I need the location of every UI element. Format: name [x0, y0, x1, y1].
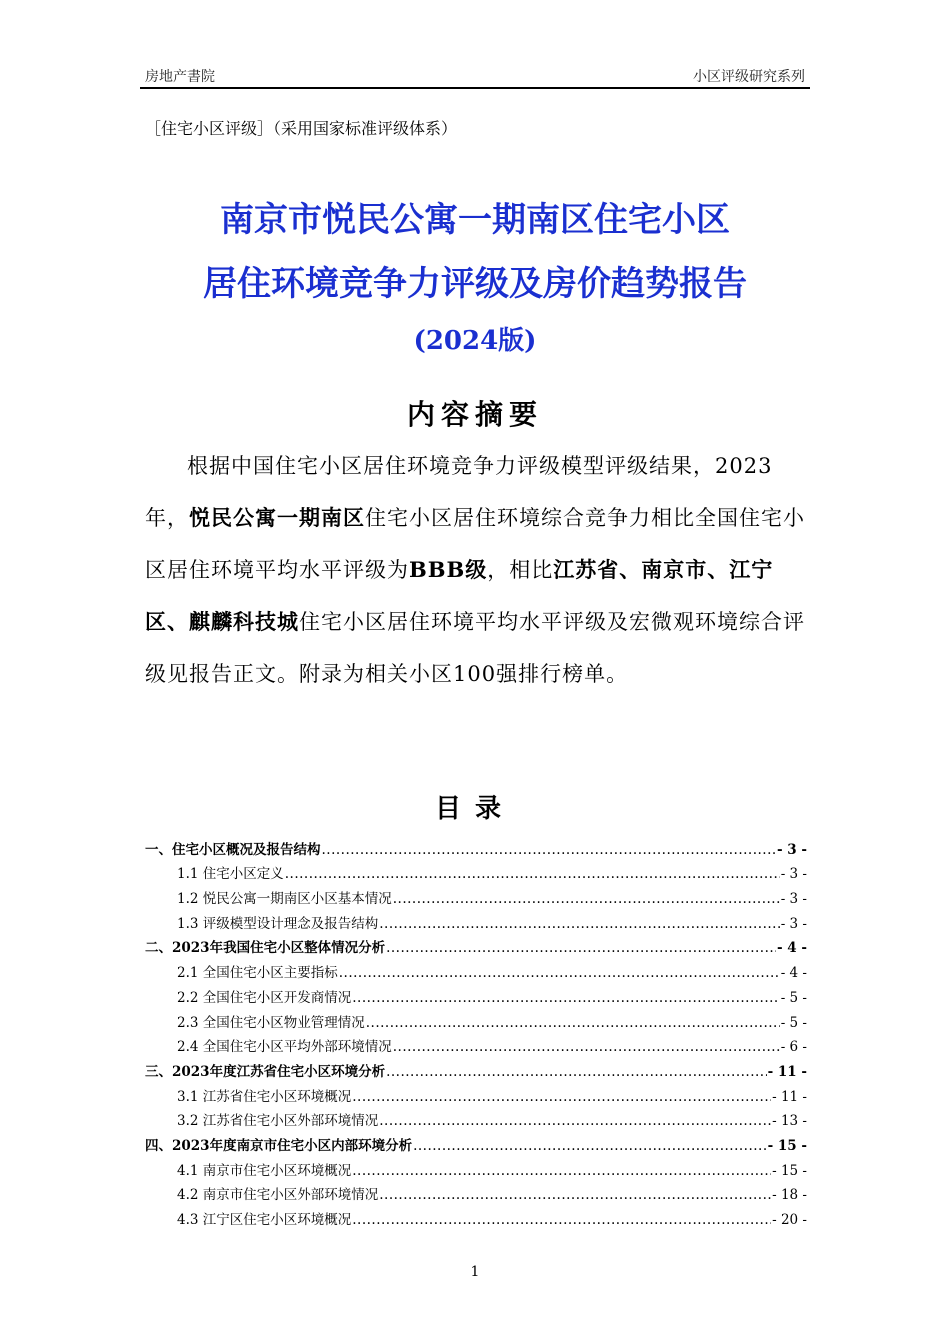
toc-leader-dots — [379, 1113, 771, 1129]
toc-entry-page: - 5 - — [780, 989, 807, 1006]
toc-entry[interactable] — [145, 882, 807, 907]
toc-entry-label: 四、2023年度南京市住宅小区内部环境分析 — [145, 1137, 413, 1154]
toc-entry-page: - 11 - — [772, 1088, 807, 1105]
toc-entry-page: - 4 - — [780, 965, 807, 982]
rating-tag: ［住宅小区评级］（采用国家标准评级体系） — [145, 119, 458, 138]
toc-entry-label: 3.2 江苏省住宅小区外部环境情况 — [177, 1113, 379, 1130]
abstract-segment-bold: 悦民公寓一期南区 — [189, 505, 365, 530]
toc-entry[interactable] — [145, 1031, 807, 1056]
toc-entry-label: 二、2023年我国住宅小区整体情况分析 — [145, 940, 386, 957]
toc-entry[interactable] — [145, 858, 807, 883]
toc-entry[interactable] — [145, 932, 807, 957]
toc-leader-dots — [379, 916, 779, 932]
toc-entry[interactable] — [145, 956, 807, 981]
toc-leader-dots — [352, 1163, 771, 1179]
toc-leader-dots — [352, 990, 779, 1006]
toc-heading: 目录 — [434, 794, 515, 824]
toc-entry-page: - 4 - — [777, 940, 807, 957]
toc-entry-page: - 5 - — [780, 1014, 807, 1031]
toc-leader-dots — [386, 940, 776, 956]
abstract-heading: 内容摘要 — [406, 398, 543, 431]
toc-entry-label: 1.2 悦民公寓一期南区小区基本情况 — [177, 891, 392, 908]
toc-leader-dots — [352, 1212, 771, 1228]
toc-entry[interactable] — [145, 833, 807, 858]
toc-entry-label: 1.1 住宅小区定义 — [177, 866, 284, 883]
toc-entry[interactable] — [145, 1055, 807, 1080]
toc-entry[interactable] — [145, 1006, 807, 1031]
toc-entry-page: - 20 - — [772, 1212, 807, 1228]
toc-entry-page: - 13 - — [772, 1113, 807, 1130]
table-of-contents — [145, 833, 807, 1228]
header-right-text: 小区评级研究系列 — [693, 69, 805, 85]
toc-entry-label: 2.4 全国住宅小区平均外部环境情况 — [177, 1039, 392, 1056]
abstract-segment: 根据中国住宅小区居住环境竞争力评级模型评级结果，2023年， — [145, 454, 773, 530]
toc-leader-dots — [386, 1064, 767, 1080]
toc-leader-dots — [393, 1039, 780, 1055]
toc-entry[interactable] — [145, 1129, 807, 1154]
toc-entry[interactable] — [145, 1179, 807, 1204]
header-left-text: 房地产書院 — [145, 69, 215, 85]
toc-entry-label: 3.1 江苏省住宅小区环境概况 — [177, 1088, 352, 1105]
toc-leader-dots — [339, 965, 780, 981]
toc-leader-dots — [413, 1138, 767, 1154]
abstract-segment: ，相比 — [487, 558, 554, 582]
toc-entry-label: 2.3 全国住宅小区物业管理情况 — [177, 1014, 365, 1031]
toc-leader-dots — [352, 1089, 771, 1105]
toc-entry-label: 4.1 南京市住宅小区环境概况 — [177, 1162, 352, 1179]
title-edition: (2024版) — [413, 326, 537, 356]
toc-entry-label: 4.3 江宁区住宅小区环境概况 — [177, 1212, 352, 1228]
title-line-1: 南京市悦民公寓一期南区住宅小区 — [220, 200, 730, 240]
toc-leader-dots — [285, 866, 780, 882]
toc-entry-page: - 11 - — [767, 1063, 807, 1080]
toc-entry-label: 4.2 南京市住宅小区外部环境情况 — [177, 1187, 379, 1204]
abstract-paragraph — [145, 440, 810, 700]
toc-entry-page: - 18 - — [772, 1187, 807, 1204]
toc-entry-label: 一、住宅小区概况及报告结构 — [145, 841, 321, 858]
toc-entry-page: - 6 - — [780, 1039, 807, 1056]
toc-entry[interactable] — [145, 981, 807, 1006]
title-line-2: 居住环境竞争力评级及房价趋势报告 — [203, 264, 747, 304]
toc-entry-page: - 3 - — [780, 866, 807, 883]
toc-entry[interactable] — [145, 1105, 807, 1130]
toc-leader-dots — [366, 1015, 780, 1031]
toc-entry-page: - 3 - — [780, 915, 807, 932]
abstract-segment-bold: BBB级 — [409, 557, 488, 582]
toc-entry-page: - 15 - — [772, 1162, 807, 1179]
toc-entry-page: - 3 - — [777, 841, 807, 858]
toc-entry-label: 1.3 评级模型设计理念及报告结构 — [177, 915, 379, 932]
abstract-segment-bold: 江苏省、南京市、江宁区、麒麟科技城 — [145, 557, 774, 634]
toc-entry-label: 三、2023年度江苏省住宅小区环境分析 — [145, 1063, 386, 1080]
toc-entry[interactable] — [145, 1080, 807, 1105]
header-rule — [140, 87, 810, 89]
page-number: 1 — [470, 1264, 480, 1280]
toc-entry[interactable] — [145, 1154, 807, 1179]
toc-leader-dots — [322, 842, 777, 858]
abstract-segment: 住宅小区居住环境平均水平评级及宏微观环境综合评级见报告正文。附录为相关小区100强排行榜单。 — [145, 610, 805, 686]
toc-entry[interactable] — [145, 1203, 807, 1228]
toc-entry-page: - 3 - — [780, 891, 807, 908]
toc-entry-label: 2.2 全国住宅小区开发商情况 — [177, 989, 352, 1006]
toc-entry-label: 2.1 全国住宅小区主要指标 — [177, 965, 338, 982]
abstract-segment: 住宅小区居住环境综合竞争力相比全国住宅小区居住环境平均水平评级为 — [145, 506, 805, 582]
toc-leader-dots — [393, 891, 780, 907]
toc-entry[interactable] — [145, 907, 807, 932]
toc-entry-page: - 15 - — [767, 1137, 807, 1154]
toc-leader-dots — [379, 1187, 771, 1203]
